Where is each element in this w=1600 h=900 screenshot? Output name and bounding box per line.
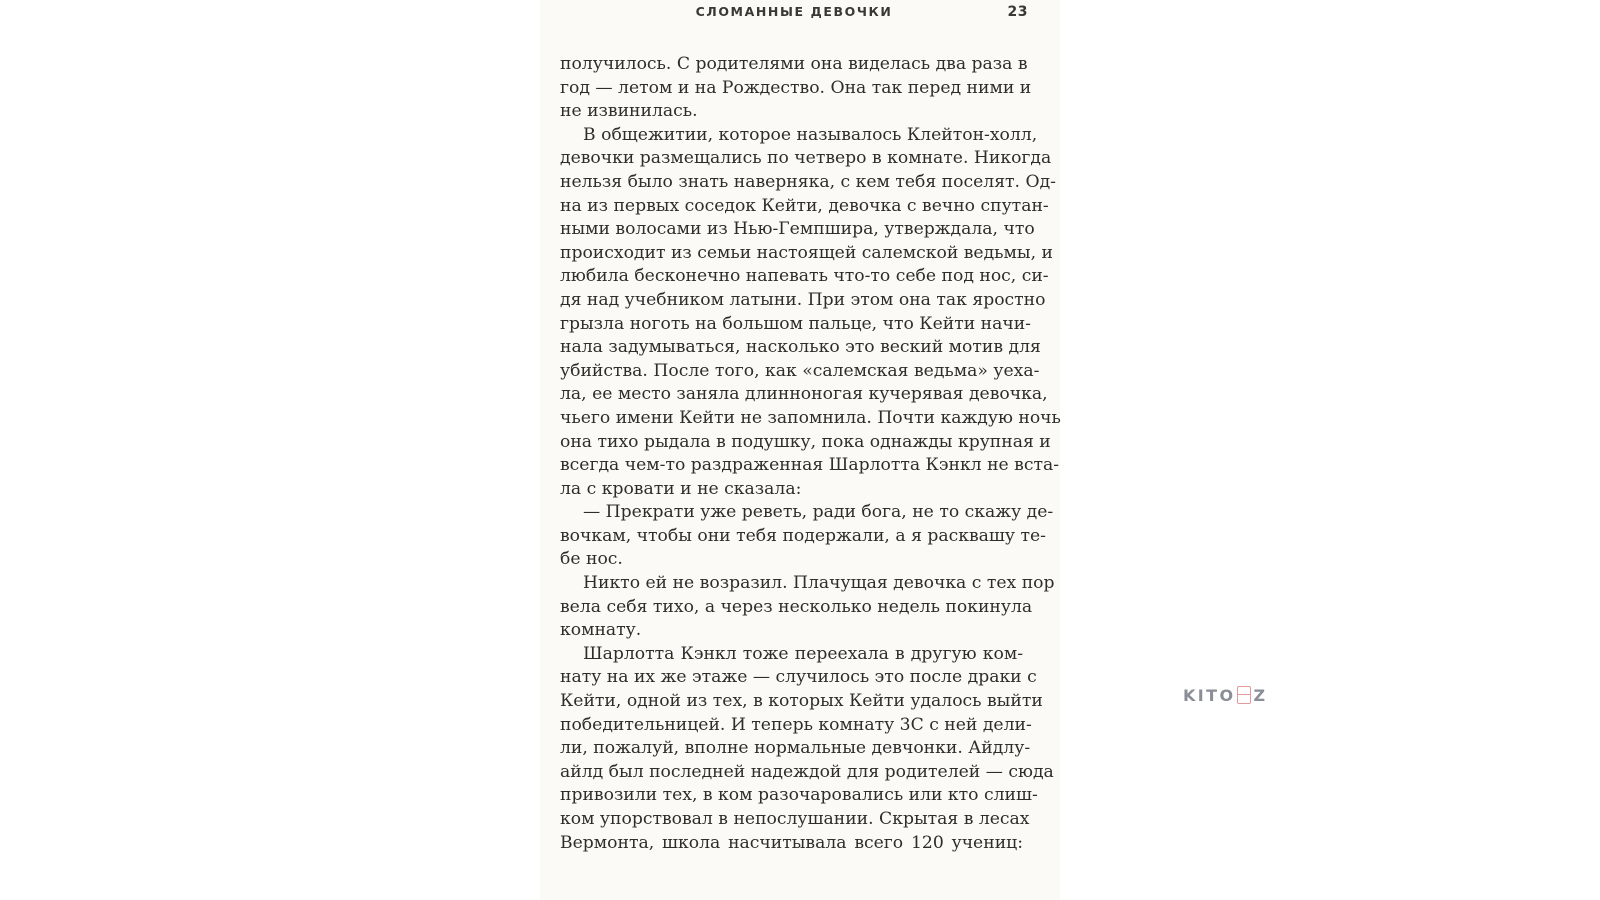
running-title: СЛОМАННЫЕ ДЕВОЧКИ — [695, 4, 893, 19]
text-line: убийства. После того, как «салемская ведьма» уеха- — [560, 360, 1040, 381]
text-line: нельзя было знать наверняка, с кем тебя поселят. Од- — [560, 171, 1056, 192]
text-line: победительницей. И теперь комнату 3С с ней дели- — [560, 714, 1032, 735]
text-line: бе нос. — [560, 549, 623, 570]
text-line: ла с кровати и не сказала: — [560, 478, 802, 499]
text-line: привозили тех, в ком разочаровались или кто слиш- — [560, 785, 1038, 806]
text-line: В общежитии, которое называлось Клейтон-холл, — [583, 124, 1038, 145]
running-head — [560, 4, 1028, 24]
book-page-scan — [540, 0, 1060, 900]
text-line: происходит из семьи настоящей салемской ведьмы, и — [560, 242, 1053, 263]
text-line: год — летом и на Рождество. Она так перед ними и — [560, 77, 1032, 98]
kitobz-watermark-logo — [1183, 686, 1268, 710]
text-line: Шарлотта Кэнкл тоже переехала в другую ком- — [583, 643, 1023, 664]
text-line: нала задумываться, насколько это веский мотив для — [560, 337, 1041, 358]
book-icon — [1237, 686, 1251, 704]
text-line: на из первых соседок Кейти, девочка с вечно спутан- — [560, 195, 1049, 216]
text-line: ком упорствовал в непослушании. Скрытая в лесах — [560, 809, 1030, 829]
text-line: она тихо рыдала в подушку, пока однажды крупная и — [560, 431, 1051, 452]
watermark-text-end: Z — [1253, 686, 1268, 705]
watermark-text-start: KITO — [1183, 686, 1236, 705]
page-number: 23 — [1007, 4, 1028, 20]
text-line: грызла ноготь на большом пальце, что Кейти начи- — [560, 313, 1031, 334]
text-line: Вермонта, школа насчитывала всего 120 учениц: — [560, 832, 1023, 853]
text-line: Кейти, одной из тех, в которых Кейти удалось выйти — [560, 691, 1043, 712]
text-line: Никто ей не возразил. Плачущая девочка с тех пор — [583, 573, 1055, 594]
text-line: вочкам, чтобы они тебя подержали, а я расквашу те- — [560, 525, 1046, 546]
body-text — [560, 53, 1061, 855]
text-line: всегда чем-то раздраженная Шарлотта Кэнкл не вста- — [560, 455, 1060, 476]
text-line: ла, ее место заняла длинноногая кучерявая девочка, — [560, 384, 1048, 405]
text-line: айлд был последней надеждой для родителей — сюда — [560, 761, 1054, 782]
text-line: чьего имени Кейти не запомнила. Почти каждую ночь — [560, 407, 1061, 428]
text-line: комнату. — [560, 620, 642, 641]
text-line: получилось. С родителями она виделась два раза в — [560, 54, 1028, 74]
text-line: не извинилась. — [560, 101, 698, 122]
text-line: дя над учебником латыни. При этом она так яростно — [560, 289, 1046, 310]
text-line: девочки размещались по четверо в комнате. Никогда — [560, 148, 1052, 169]
text-line: ли, пожалуй, вполне нормальные девчонки. Айдлу- — [560, 738, 1031, 759]
text-line: нату на их же этаже — случилось это после драки с — [560, 667, 1037, 688]
text-line: любила бесконечно напевать что-то себе под нос, си- — [560, 266, 1049, 287]
text-line: — Прекрати уже реветь, ради бога, не то скажу де- — [583, 502, 1054, 523]
text-line: вела себя тихо, а через несколько недель покинула — [560, 596, 1033, 617]
text-line: ными волосами из Нью-Гемпшира, утверждала, что — [560, 219, 1035, 240]
